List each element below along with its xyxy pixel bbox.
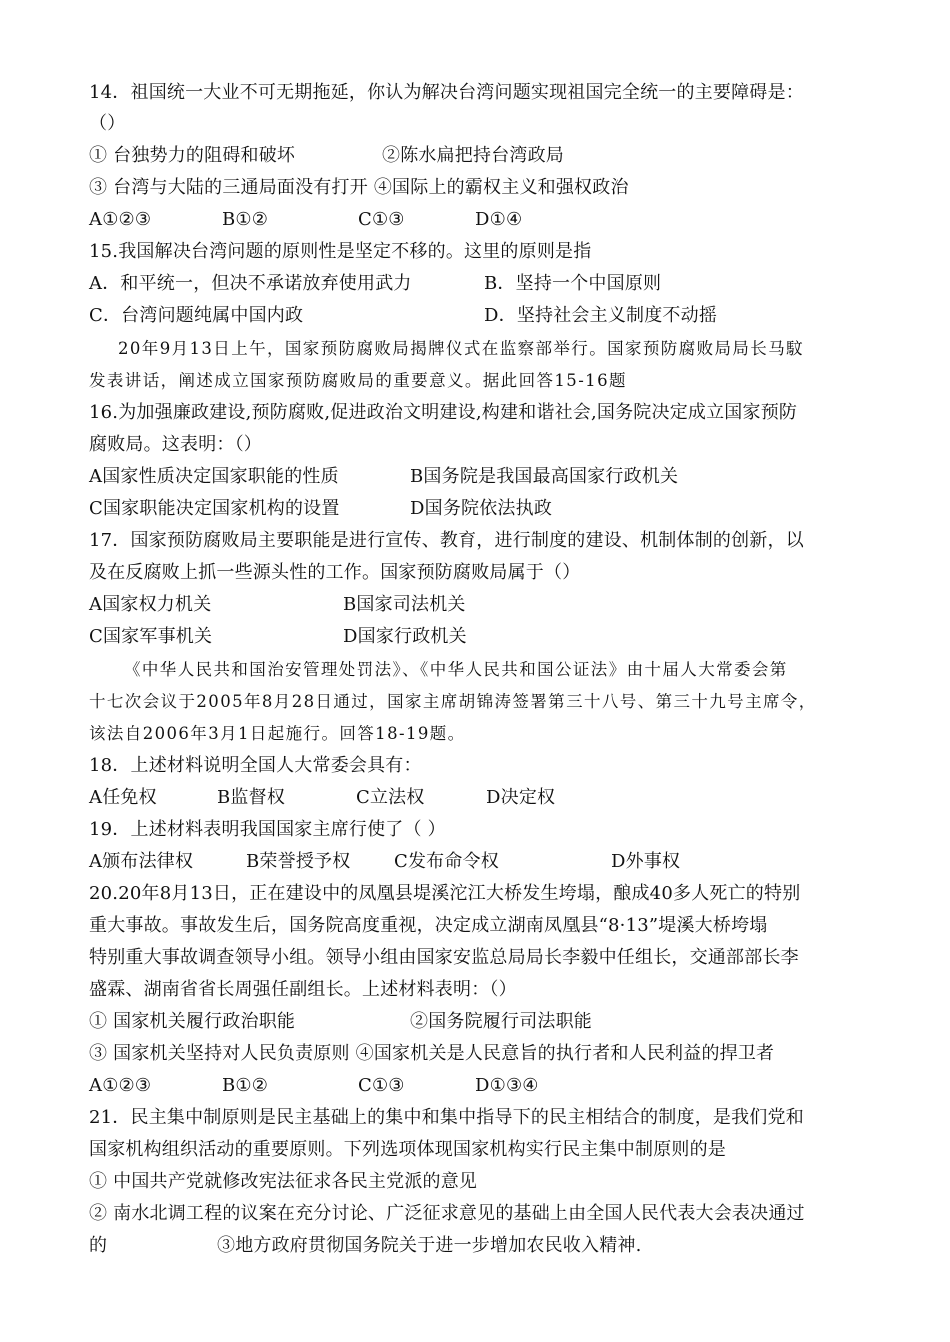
q17-stem-line1: 17．国家预防腐败局主要职能是进行宣传、教育，进行制度的建设、机制体制的创新，以 [89, 530, 804, 551]
q17-choice-a: A国家权力机关 [89, 594, 212, 615]
q16-choice-a: A国家性质决定国家职能的性质 [89, 466, 339, 487]
q14-choice-d: D①④ [475, 209, 523, 230]
material2-line2: 十七次会议于2005年8月28日通过，国家主席胡锦涛签署第三十八号、第三十九号主席令， [89, 692, 817, 711]
q20-choice-b: B①② [222, 1075, 269, 1096]
q20-item-2: ②国务院履行司法职能 [410, 1011, 592, 1032]
q14-choice-b: B①② [222, 209, 269, 230]
q14-stem-line1: 14．祖国统一大业不可无期拖延，你认为解决台湾问题实现祖国完全统一的主要障碍是： [89, 82, 804, 103]
material1-line2: 发表讲话，阐述成立国家预防腐败局的重要意义。据此回答15-16题 [89, 371, 627, 390]
q21-item-3: ③地方政府贯彻国务院关于进一步增加农民收入精神. [217, 1235, 642, 1256]
q16-stem-line2: 腐败局。这表明：（） [89, 434, 262, 455]
q19-choice-c: C发布命令权 [394, 851, 499, 872]
q17-stem-line2: 及在反腐败上抓一些源头性的工作。国家预防腐败局属于（） [89, 562, 581, 583]
q15-choice-c: C．台湾问题纯属中国内政 [89, 305, 304, 326]
q21-item-1: ① 中国共产党就修改宪法征求各民主党派的意见 [89, 1171, 478, 1192]
q14-choice-c: C①③ [358, 209, 405, 230]
q17-choice-c: C国家军事机关 [89, 626, 213, 647]
q14-stem-line2: （） [89, 113, 126, 134]
q15-stem: 15.我国解决台湾问题的原则性是坚定不移的。这里的原则是指 [89, 241, 592, 262]
q20-choice-c: C①③ [358, 1075, 405, 1096]
q16-stem-line1: 16.为加强廉政建设,预防腐败,促进政治文明建设,构建和谐社会,国务院决定成立国家预防 [89, 402, 798, 423]
q19-stem: 19．上述材料表明我国国家主席行使了（ ） [89, 819, 446, 840]
q20-stem-line3: 特别重大事故调查领导小组。领导小组由国家安监总局局长李毅中任组长，交通部部长李 [89, 947, 799, 968]
q19-choice-a: A颁布法律权 [89, 851, 194, 872]
q21-item-2: ② 南水北调工程的议案在充分讨论、广泛征求意见的基础上由全国人民代表大会表决通过 [89, 1203, 805, 1224]
q15-choice-a: A．和平统一，但决不承诺放弃使用武力 [89, 273, 412, 294]
q20-stem-line1: 20.20年8月13日，正在建设中的凤凰县堤溪沱江大桥发生垮塌，酿成40多人死亡的特别 [89, 883, 801, 904]
q18-choice-c: C立法权 [356, 787, 425, 808]
q17-choice-d: D国家行政机关 [343, 626, 467, 647]
q16-choice-b: B国务院是我国最高国家行政机关 [410, 466, 679, 487]
q20-item-1: ① 国家机关履行政治职能 [89, 1011, 296, 1032]
q17-choice-b: B国家司法机关 [343, 594, 466, 615]
q16-choice-d: D国务院依法执政 [410, 498, 553, 519]
q20-items-3-4: ③ 国家机关坚持对人民负责原则 ④国家机关是人民意旨的执行者和人民利益的捍卫者 [89, 1043, 775, 1064]
q15-choice-b: B．坚持一个中国原则 [484, 273, 662, 294]
q20-choice-a: A①②③ [89, 1075, 152, 1096]
q18-stem: 18．上述材料说明全国人大常委会具有： [89, 755, 422, 776]
material1-line1: 20年9月13日上午，国家预防腐败局揭牌仪式在监察部举行。国家预防腐败局局长马馼 [118, 339, 804, 358]
q20-stem-line2: 重大事故。事故发生后，国务院高度重视，决定成立湖南凤凰县“8·13”堤溪大桥垮塌 [89, 915, 768, 936]
q20-choice-d: D①③④ [475, 1075, 539, 1096]
q18-choice-d: D决定权 [486, 787, 556, 808]
q19-choice-d: D外事权 [611, 851, 681, 872]
material2-line1: 《中华人民共和国治安管理处罚法》、《中华人民共和国公证法》由十届人大常委会第 [124, 660, 788, 679]
q18-choice-a: A任免权 [89, 787, 157, 808]
q21-stem-line2: 国家机构组织活动的重要原则。下列选项体现国家机构实行民主集中制原则的是 [89, 1139, 726, 1160]
q21-stem-line1: 21．民主集中制原则是民主基础上的集中和集中指导下的民主相结合的制度，是我们党和 [89, 1107, 804, 1128]
q14-item-1: ① 台独势力的阻碍和破坏 [89, 145, 296, 166]
material2-line3: 该法自2006年3月1日起施行。回答18-19题。 [89, 724, 466, 743]
q20-stem-line4: 盛霖、湖南省省长周强任副组长。上述材料表明：（） [89, 979, 517, 1000]
q18-choice-b: B监督权 [217, 787, 286, 808]
q14-items-3-4: ③ 台湾与大陆的三通局面没有打开 ④国际上的霸权主义和强权政治 [89, 177, 629, 198]
q14-choice-a: A①②③ [89, 209, 152, 230]
q15-choice-d: D．坚持社会主义制度不动摇 [484, 305, 718, 326]
q21-item-2-continued: 的 [89, 1235, 108, 1256]
q19-choice-b: B荣誉授予权 [246, 851, 351, 872]
q14-item-2: ②陈水扁把持台湾政局 [382, 145, 564, 166]
q16-choice-c: C国家职能决定国家机构的设置 [89, 498, 340, 519]
